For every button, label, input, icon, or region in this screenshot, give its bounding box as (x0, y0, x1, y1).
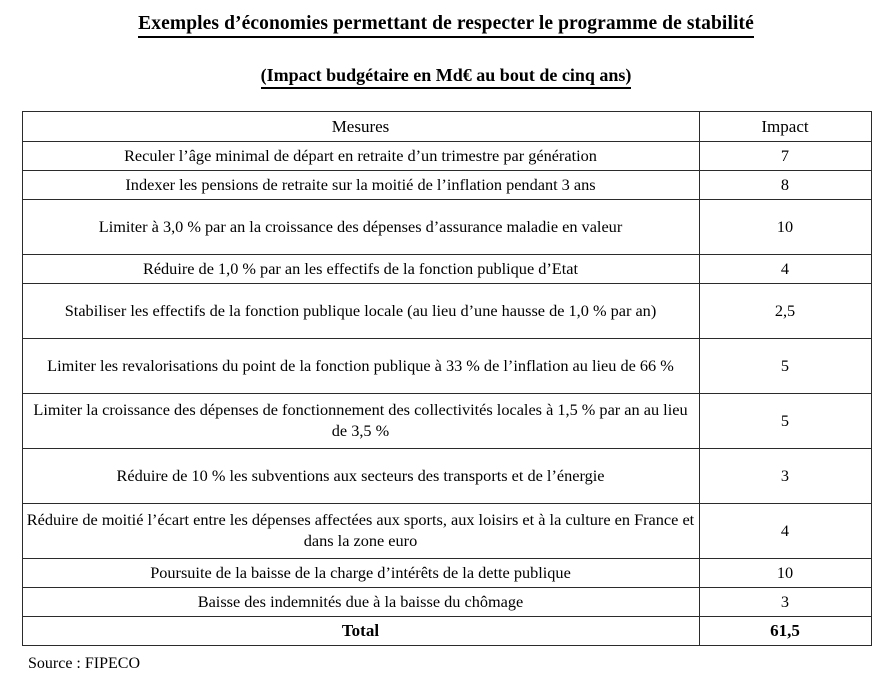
measure-cell: Limiter les revalorisations du point de la fonction publique à 33 % de l’inflation au lieu de 66 % (22, 339, 699, 394)
impact-cell: 4 (699, 255, 871, 284)
impact-cell: 5 (699, 339, 871, 394)
savings-table (22, 111, 872, 646)
table-row (22, 255, 871, 284)
table-header-row (22, 112, 871, 142)
table-row (22, 284, 871, 339)
table-row (22, 588, 871, 617)
measure-cell: Réduire de 10 % les subventions aux secteurs des transports et de l’énergie (22, 449, 699, 504)
page-subtitle: (Impact budgétaire en Md€ au bout de cinq ans) (261, 65, 632, 89)
column-header-mesures: Mesures (22, 112, 699, 142)
measure-cell: Réduire de moitié l’écart entre les dépenses affectées aux sports, aux loisirs et à la culture en France et dans la zone euro (22, 504, 699, 559)
measure-cell: Réduire de 1,0 % par an les effectifs de la fonction publique d’Etat (22, 255, 699, 284)
impact-cell: 5 (699, 394, 871, 449)
impact-cell: 2,5 (699, 284, 871, 339)
title-block (0, 0, 892, 38)
impact-cell: 7 (699, 142, 871, 171)
subtitle-block (0, 38, 892, 89)
total-label: Total (22, 617, 699, 646)
measure-cell: Indexer les pensions de retraite sur la moitié de l’inflation pendant 3 ans (22, 171, 699, 200)
measure-cell: Reculer l’âge minimal de départ en retraite d’un trimestre par génération (22, 142, 699, 171)
impact-cell: 4 (699, 504, 871, 559)
table-row (22, 394, 871, 449)
impact-cell: 10 (699, 559, 871, 588)
impact-cell: 8 (699, 171, 871, 200)
measure-cell: Stabiliser les effectifs de la fonction publique locale (au lieu d’une hausse de 1,0 % par an) (22, 284, 699, 339)
table-row (22, 559, 871, 588)
measure-cell: Poursuite de la baisse de la charge d’intérêts de la dette publique (22, 559, 699, 588)
impact-cell: 3 (699, 449, 871, 504)
measure-cell: Limiter la croissance des dépenses de fonctionnement des collectivités locales à 1,5 % par an au lieu de 3,5 % (22, 394, 699, 449)
table-container (22, 89, 871, 646)
table-row (22, 449, 871, 504)
impact-cell: 3 (699, 588, 871, 617)
measure-cell: Limiter à 3,0 % par an la croissance des dépenses d’assurance maladie en valeur (22, 200, 699, 255)
impact-cell: 10 (699, 200, 871, 255)
table-row (22, 171, 871, 200)
table-total-row (22, 617, 871, 646)
table-row (22, 504, 871, 559)
table-row (22, 339, 871, 394)
total-impact: 61,5 (699, 617, 871, 646)
measure-cell: Baisse des indemnités due à la baisse du chômage (22, 588, 699, 617)
column-header-impact: Impact (699, 112, 871, 142)
table-row (22, 142, 871, 171)
table-row (22, 200, 871, 255)
page-title: Exemples d’économies permettant de respecter le programme de stabilité (138, 13, 754, 38)
source-note: Source : FIPECO (28, 655, 140, 673)
